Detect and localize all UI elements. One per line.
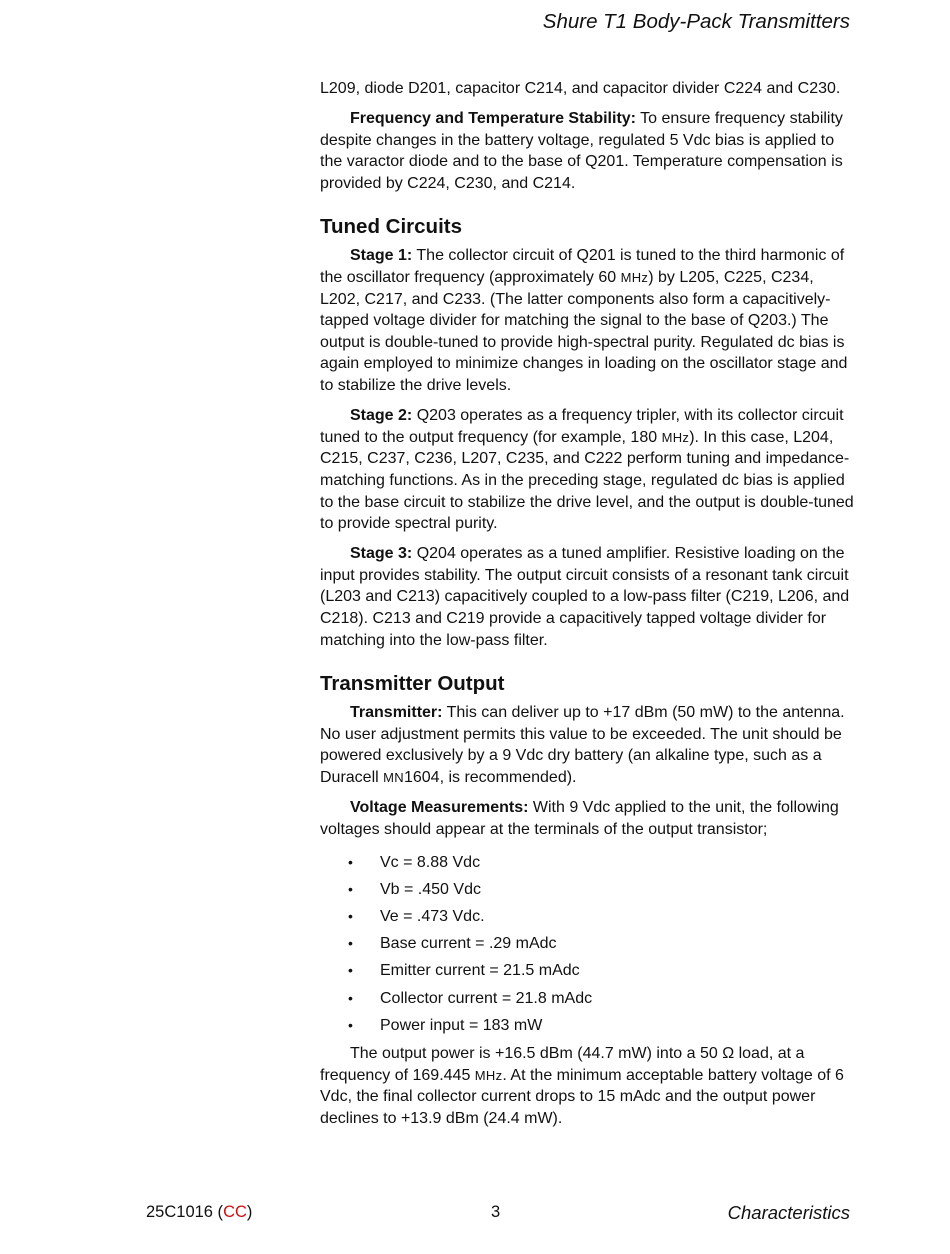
stage1-text-b: ) by L205, C225, C234, L202, C217, and C233. (The latter components also form a capacitively-tapped voltage divider for matching the signal to the base of Q203.) The output is double-tuned to provide high-spectral purity. Regulated dc bias is again employed to minimize changes in loading on the oscillator stage and to stabilize the drive levels. bbox=[320, 269, 848, 395]
list-item bbox=[320, 849, 854, 876]
footer-doc-code: CC bbox=[223, 1203, 247, 1221]
stage1-lead: Stage 1: bbox=[350, 247, 413, 265]
measurement-value: Base current = .29 mAdc bbox=[380, 935, 557, 953]
transmitter-lead: Transmitter: bbox=[350, 704, 443, 722]
measurement-value: Emitter current = 21.5 mAdc bbox=[380, 962, 580, 980]
list-item bbox=[320, 930, 854, 957]
voltage-measurements-paragraph bbox=[320, 797, 854, 840]
frequency-stability-paragraph bbox=[320, 108, 854, 194]
stage1-text-a: The collector circuit of Q201 is tuned to the third harmonic of the oscillator frequency (approximately 60 bbox=[320, 247, 845, 287]
output-power-unit: MHz bbox=[474, 1067, 503, 1083]
output-power-text-b: . At the minimum acceptable battery voltage of 6 Vdc, the final collector current drops to 15 mAdc and the output power declines to +13.9 dBm (24.4 mW). bbox=[320, 1066, 844, 1127]
footer-page-number: 3 bbox=[491, 1203, 501, 1221]
stage2-paragraph bbox=[320, 405, 854, 535]
output-power-paragraph bbox=[320, 1043, 854, 1129]
stage2-text-b: ). In this case, L204, C215, C237, C236, L207, C235, and C222 perform tuning and impedance-matching functions. As in the preceding stage, regulated dc bias is applied to the base circuit to stabilize the drive level, and the output is double-tuned to provide spectral purity. bbox=[320, 428, 854, 533]
measurement-value: Collector current = 21.8 mAdc bbox=[380, 989, 593, 1007]
transmitter-model-prefix: MN bbox=[383, 769, 404, 785]
output-power-text-a: The output power is +16.5 dBm (44.7 mW) into a 50 Ω load, at a frequency of 169.445 bbox=[320, 1045, 805, 1084]
stage3-text: Q204 operates as a tuned amplifier. Resistive loading on the input provides stability. The output circuit consists of a resonant tank circuit (L203 and C213) capacitively coupled to a low-pass filter (C219, L206, and C218). C213 and C219 provide a capacitively tapped voltage divider for matching into the low-pass filter. bbox=[320, 545, 850, 649]
stage1-unit: MHz bbox=[620, 270, 649, 286]
frequency-stability-lead: Frequency and Temperature Stability: bbox=[350, 110, 636, 128]
stage2-lead: Stage 2: bbox=[350, 407, 413, 425]
page-body bbox=[320, 78, 854, 1138]
transmitter-paragraph bbox=[320, 702, 854, 788]
measurement-list bbox=[320, 849, 854, 1039]
voltage-measurements-text: With 9 Vdc applied to the unit, the following voltages should appear at the terminals of the output transistor; bbox=[320, 799, 839, 838]
footer-section-title: Characteristics bbox=[727, 1202, 850, 1223]
stage2-text-a: Q203 operates as a frequency tripler, with its collector circuit tuned to the output frequency (for example, 180 bbox=[320, 407, 844, 446]
list-item bbox=[320, 985, 854, 1012]
frequency-stability-text: To ensure frequency stability despite changes in the battery voltage, regulated 5 Vdc bias is applied to the varactor diode and to the base of Q201. Temperature compensation is provided by C224, C230, and C214. bbox=[320, 110, 843, 192]
transmitter-text-b: 1604, is recommended). bbox=[403, 768, 577, 786]
transmitter-output-heading: Transmitter Output bbox=[320, 672, 505, 696]
bullet-icon: • bbox=[348, 935, 353, 952]
measurement-value: Vb = .450 Vdc bbox=[380, 880, 481, 898]
measurement-value: Ve = .473 Vdc. bbox=[380, 908, 485, 926]
continued-paragraph: L209, diode D201, capacitor C214, and capacitor divider C224 and C230. bbox=[320, 80, 841, 97]
list-item bbox=[320, 957, 854, 984]
measurement-value: Power input = 183 mW bbox=[380, 1016, 543, 1034]
voltage-measurements-lead: Voltage Measurements: bbox=[350, 799, 529, 817]
transmitter-text-a: This can deliver up to +17 dBm (50 mW) to the antenna. No user adjustment permits this value to be exceeded. The unit should be powered exclusively by a 9 Vdc dry battery (an alkaline type, such as a Duracell bbox=[320, 704, 845, 786]
list-item bbox=[320, 1012, 854, 1039]
bullet-icon: • bbox=[348, 989, 353, 1006]
tuned-circuits-heading: Tuned Circuits bbox=[320, 215, 462, 239]
list-item bbox=[320, 876, 854, 903]
list-item bbox=[320, 903, 854, 930]
footer-doc-number bbox=[146, 1203, 252, 1222]
stage3-lead: Stage 3: bbox=[350, 545, 413, 563]
bullet-icon: • bbox=[348, 908, 353, 925]
footer-doc-close: ) bbox=[246, 1203, 253, 1221]
bullet-icon: • bbox=[348, 880, 353, 897]
running-header-title: Shure T1 Body-Pack Transmitters bbox=[542, 10, 850, 33]
bullet-icon: • bbox=[348, 853, 353, 870]
stage3-paragraph bbox=[320, 543, 854, 651]
stage1-paragraph bbox=[320, 245, 854, 396]
bullet-icon: • bbox=[348, 1016, 353, 1033]
measurement-value: Vc = 8.88 Vdc bbox=[380, 853, 481, 871]
stage2-unit: MHz bbox=[661, 429, 690, 445]
bullet-icon: • bbox=[348, 962, 353, 979]
footer-doc-number-text: 25C1016 ( bbox=[146, 1203, 224, 1221]
